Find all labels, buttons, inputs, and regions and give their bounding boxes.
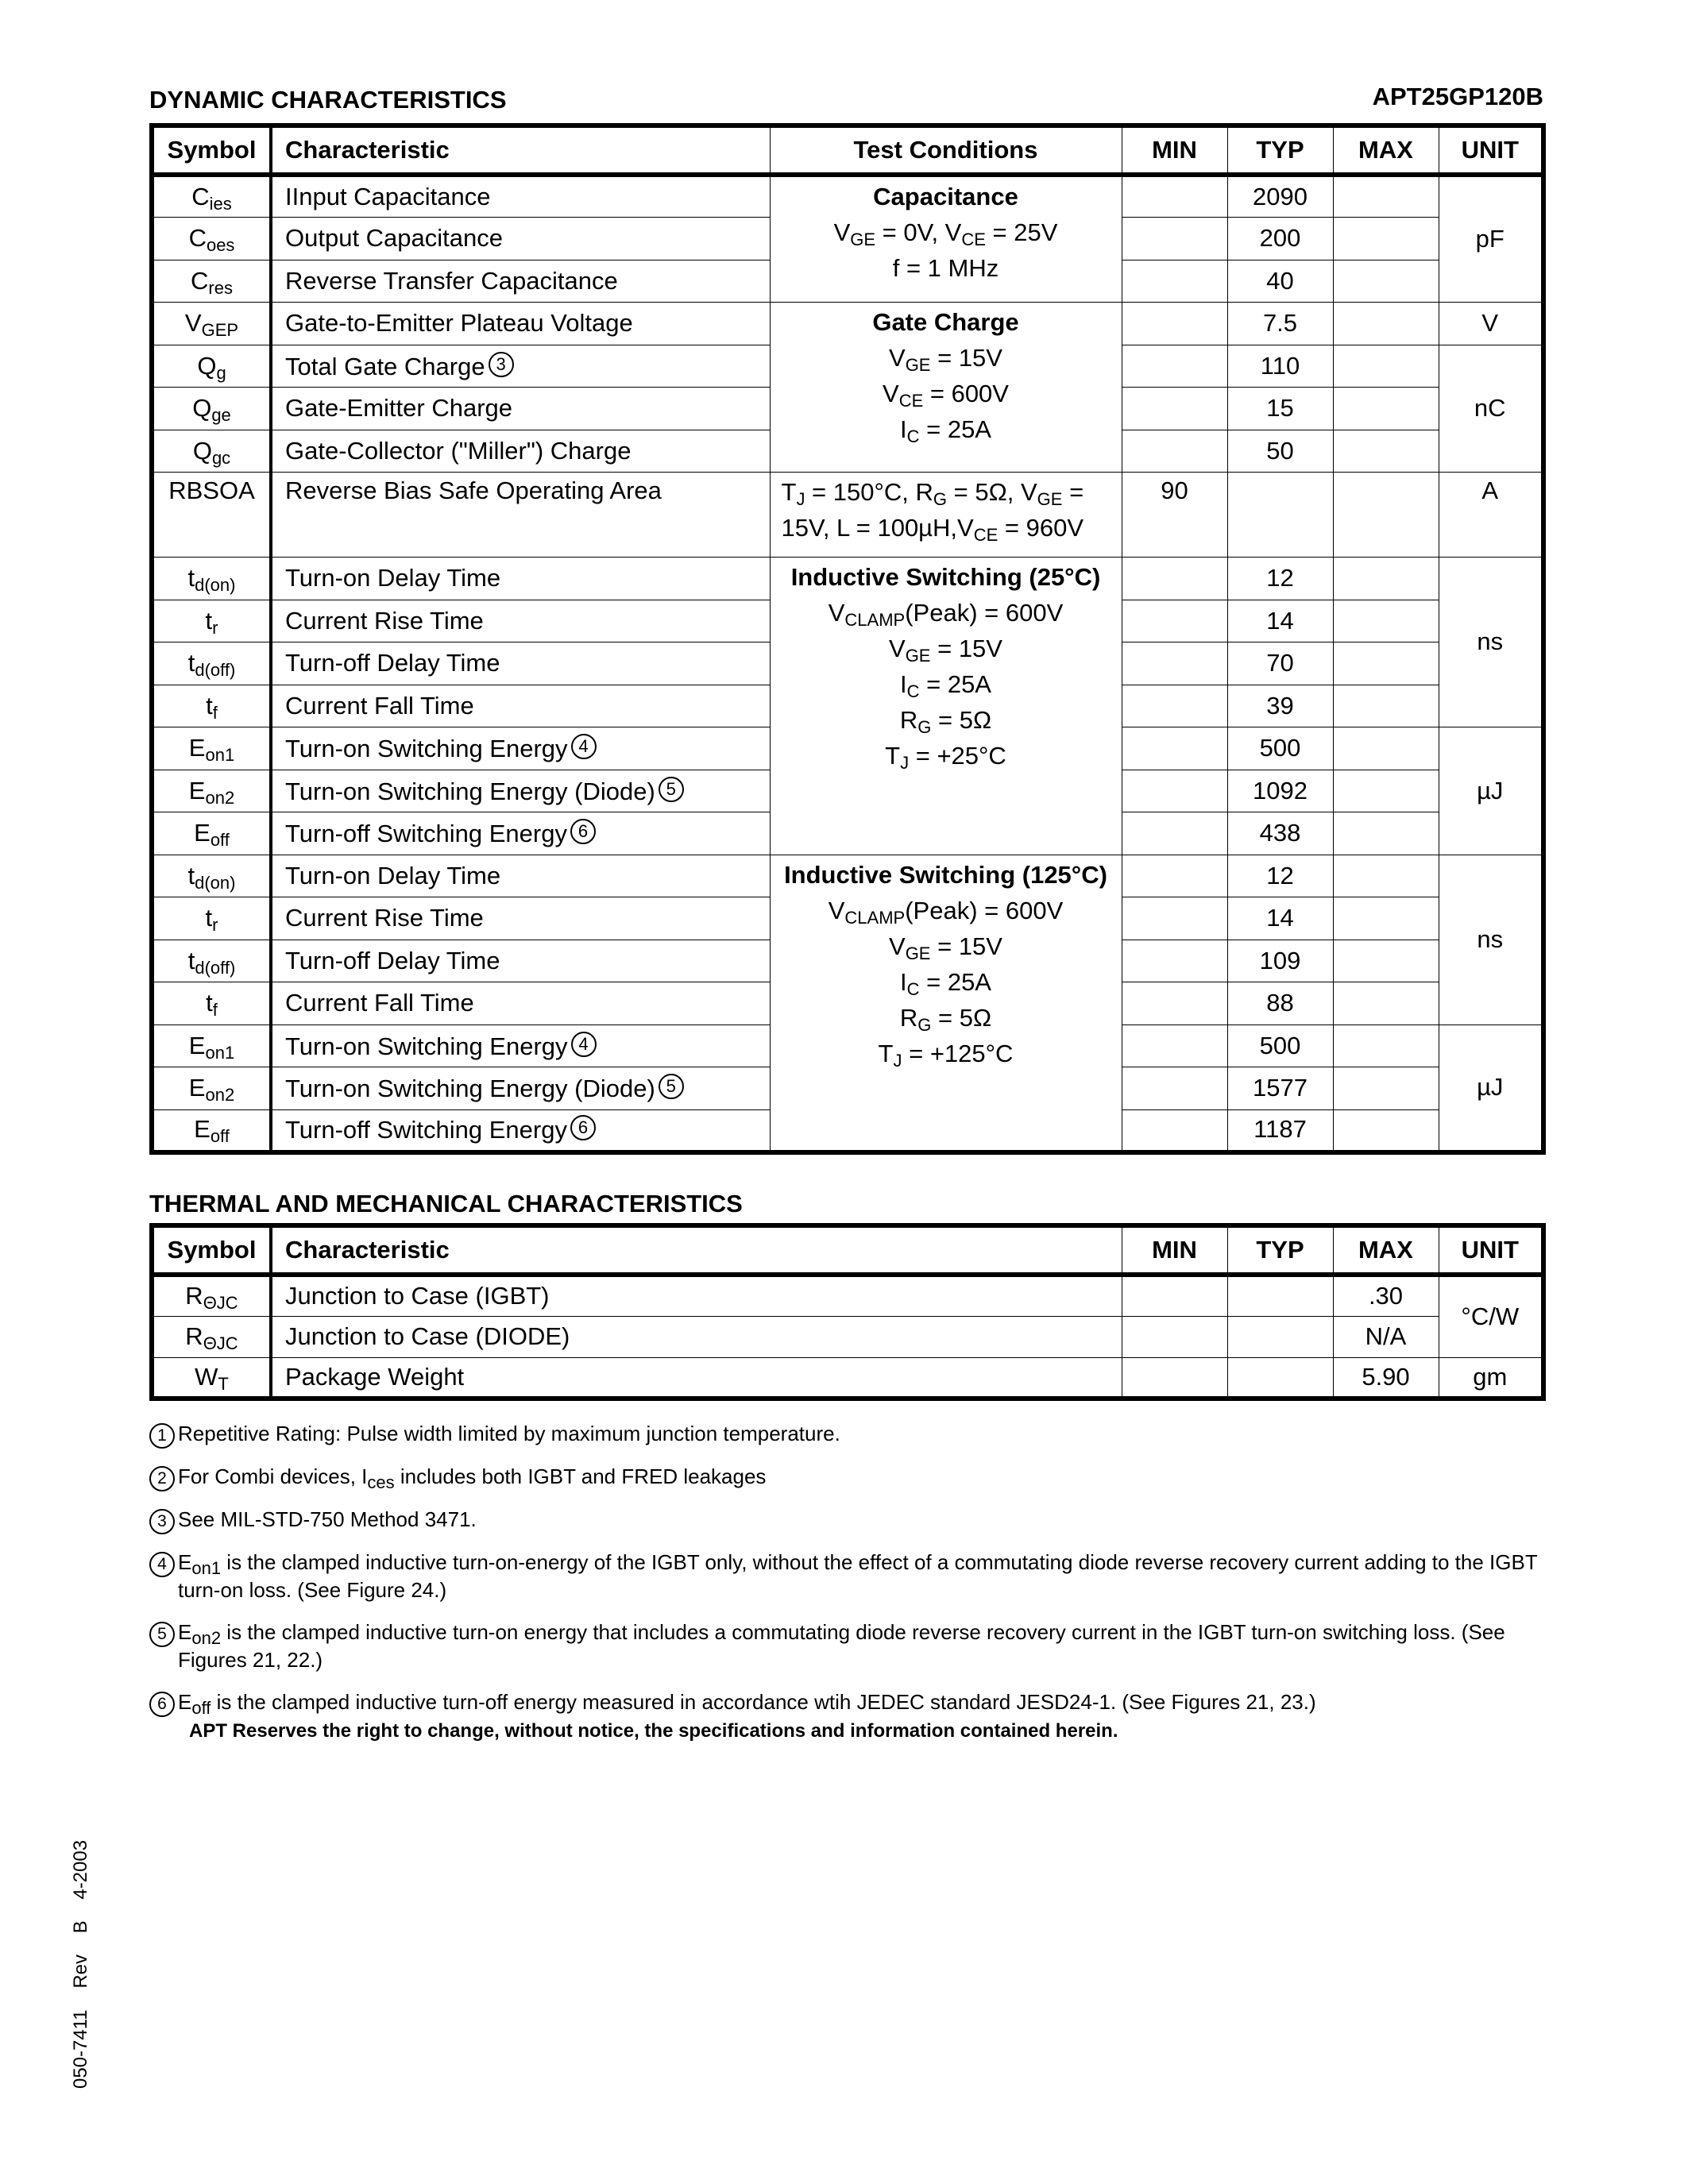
- symbol-subscript: ΘJC: [203, 1333, 238, 1353]
- min-value: [1122, 642, 1227, 685]
- condition-line: $I_C = 25A$: [899, 967, 991, 999]
- min-value: [1122, 1275, 1227, 1316]
- min-value: [1122, 812, 1227, 855]
- characteristic: Reverse Bias Safe Operating Area: [285, 477, 662, 504]
- min-value: [1122, 345, 1227, 388]
- footnote-5: [149, 1619, 1547, 1674]
- col-header-unit: UNIT: [1439, 125, 1543, 175]
- symbol-subscript: on1: [205, 745, 235, 766]
- symbol-cell: [152, 727, 271, 770]
- characteristic-cell: [271, 1357, 1122, 1399]
- characteristic: Turn-off Switching Energy: [285, 1116, 567, 1144]
- condition-line: $I_C = 25A$: [899, 670, 991, 702]
- symbol-cell: [152, 642, 271, 685]
- characteristic-cell: [271, 430, 770, 473]
- characteristic-cell: [271, 940, 770, 982]
- symbol-subscript: r: [212, 617, 218, 638]
- characteristic-cell: [271, 855, 770, 897]
- condition-line: $V_{GE} = 0V$, $V_{CE} = 25V$: [833, 218, 1058, 250]
- typ-value: [1227, 1316, 1333, 1357]
- min-value: [1122, 940, 1227, 982]
- footnote-ref: 4: [571, 734, 597, 759]
- footnote-number: 6: [149, 1692, 175, 1717]
- dynamic-section-title: DYNAMIC CHARACTERISTICS: [149, 86, 507, 114]
- typ-value: 109: [1227, 940, 1333, 982]
- symbol: C: [191, 182, 210, 210]
- symbol: t: [205, 904, 213, 932]
- condition-line: $V_{GE} = 15V$: [889, 344, 1002, 376]
- unit-cell: A: [1439, 473, 1543, 558]
- test-conditions-gate_charge: [770, 303, 1122, 473]
- condition-line: 15V, $L = 100\mu H,V_{CE} = 960V$: [781, 514, 1084, 546]
- condition-line: f = 1 MHz: [892, 254, 999, 283]
- col-header-symbol: Symbol: [152, 125, 271, 175]
- min-value: [1122, 727, 1227, 770]
- typ-value: 88: [1227, 982, 1333, 1025]
- characteristic-cell: [271, 303, 770, 345]
- symbol: Q: [192, 436, 212, 465]
- min-value: 90: [1122, 473, 1227, 558]
- characteristic-cell: [271, 175, 770, 218]
- symbol-cell: [152, 897, 271, 940]
- max-value: [1333, 303, 1439, 345]
- min-value: [1122, 770, 1227, 812]
- typ-value: 200: [1227, 218, 1333, 260]
- col-header-test-conditions: Test Conditions: [770, 125, 1122, 175]
- condition-line: $T_J = 150^\circ C$, $R_G = 5\Omega$, $V_{GE}$ =: [781, 478, 1084, 509]
- footnote-ref: 3: [489, 352, 514, 377]
- symbol-subscript: g: [216, 362, 226, 383]
- symbol-subscript: on2: [205, 1085, 235, 1106]
- table-row: [152, 473, 1543, 558]
- footnote-number: 1: [149, 1423, 175, 1449]
- max-value: N/A: [1333, 1316, 1439, 1357]
- thermal-characteristics-table: [149, 1223, 1546, 1401]
- test-conditions-sw25: [770, 558, 1122, 855]
- symbol: RBSOA: [168, 477, 255, 504]
- footnote-number: 5: [149, 1622, 175, 1647]
- max-value: [1333, 1024, 1439, 1067]
- condition-line: $V_{GE} = 15V$: [889, 635, 1002, 666]
- dynamic-table-header: [152, 125, 1543, 175]
- symbol-subscript: oes: [206, 235, 235, 256]
- characteristic-cell: [271, 1109, 770, 1152]
- symbol: E: [188, 1031, 206, 1059]
- characteristic-cell: [271, 558, 770, 600]
- max-value: [1333, 175, 1439, 218]
- symbol-cell: [152, 855, 271, 897]
- characteristic: IInput Capacitance: [285, 182, 491, 210]
- symbol: V: [184, 309, 202, 338]
- symbol-cell: [152, 982, 271, 1025]
- max-value: [1333, 940, 1439, 982]
- symbol: Q: [192, 394, 212, 423]
- symbol: E: [188, 1074, 206, 1102]
- part-number: APT25GP120B: [1372, 83, 1543, 110]
- symbol-cell: [152, 1316, 271, 1357]
- symbol: R: [185, 1322, 203, 1350]
- max-value: .30: [1333, 1275, 1439, 1316]
- symbol: W: [195, 1362, 218, 1391]
- typ-value: [1227, 1357, 1333, 1399]
- symbol-subscript: ΘJC: [203, 1293, 238, 1314]
- typ-value: 500: [1227, 727, 1333, 770]
- symbol-subscript: f: [212, 1000, 218, 1021]
- condition-line: $V_{CE} = 600V$: [883, 380, 1009, 411]
- typ-value: 2090: [1227, 175, 1333, 218]
- typ-value: 1092: [1227, 770, 1333, 812]
- footnote-ref: 6: [570, 1115, 596, 1140]
- symbol: E: [188, 776, 206, 805]
- characteristic: Junction to Case (DIODE): [285, 1322, 570, 1350]
- symbol: t: [187, 649, 195, 677]
- table-row: [152, 558, 1543, 600]
- symbol: t: [187, 861, 195, 889]
- typ-value: 40: [1227, 260, 1333, 303]
- symbol-cell: [152, 685, 271, 727]
- max-value: [1333, 727, 1439, 770]
- unit-cell: V: [1439, 303, 1543, 345]
- symbol-cell: [152, 600, 271, 642]
- typ-value: 14: [1227, 600, 1333, 642]
- characteristic-cell: [271, 642, 770, 685]
- max-value: [1333, 770, 1439, 812]
- unit-cell: nC: [1439, 345, 1543, 473]
- footnote-ref: 5: [659, 777, 684, 802]
- condition-line: $T_J = +125^\circ C$: [878, 1039, 1014, 1071]
- max-value: [1333, 642, 1439, 685]
- characteristic-cell: [271, 1316, 1122, 1357]
- characteristic-cell: [271, 770, 770, 812]
- symbol-cell: [152, 218, 271, 260]
- symbol-subscript: GEP: [201, 320, 239, 341]
- col-header-min: MIN: [1122, 1225, 1227, 1275]
- characteristic: Gate-to-Emitter Plateau Voltage: [285, 309, 633, 338]
- symbol-subscript: on2: [205, 787, 235, 808]
- typ-value: 50: [1227, 430, 1333, 473]
- footnote-1: [149, 1420, 1547, 1449]
- condition-line: $R_G = 5\Omega$: [899, 1003, 992, 1035]
- characteristic: Turn-on Switching Energy (Diode): [285, 777, 655, 805]
- symbol-subscript: d(on): [195, 575, 236, 596]
- max-value: [1333, 473, 1439, 558]
- characteristic: Turn-on Switching Energy: [285, 735, 568, 763]
- characteristic: Gate-Emitter Charge: [285, 394, 512, 423]
- min-value: [1122, 685, 1227, 727]
- symbol-cell: [152, 473, 271, 558]
- condition-line: $I_C = 25A$: [899, 415, 991, 447]
- symbol-cell: [152, 1357, 271, 1399]
- typ-value: 500: [1227, 1024, 1333, 1067]
- footnote-3: [149, 1506, 1547, 1534]
- max-value: [1333, 430, 1439, 473]
- max-value: [1333, 897, 1439, 940]
- table-row: [152, 855, 1543, 897]
- symbol: t: [206, 691, 213, 720]
- symbol-cell: [152, 345, 271, 388]
- condition-heading: Inductive Switching (25°C): [790, 563, 1101, 591]
- footnote-text: $E_{off}$ is the clamped inductive turn-off energy measured in accordance wtih JEDEC standard JESD24-1. (See Figures 21, 23.): [178, 1690, 1316, 1719]
- symbol-subscript: ies: [209, 193, 232, 214]
- condition-heading: Inductive Switching (125°C): [784, 860, 1107, 889]
- max-value: [1333, 345, 1439, 388]
- typ-value: 12: [1227, 855, 1333, 897]
- table-row: [152, 303, 1543, 345]
- min-value: [1122, 600, 1227, 642]
- min-value: [1122, 855, 1227, 897]
- characteristic-cell: [271, 388, 770, 430]
- typ-value: [1227, 473, 1333, 558]
- condition-heading: Gate Charge: [872, 308, 1019, 336]
- max-value: [1333, 558, 1439, 600]
- max-value: [1333, 218, 1439, 260]
- symbol-subscript: off: [210, 1126, 230, 1147]
- footnote-2: [149, 1463, 1547, 1491]
- footnote-text: See MIL-STD-750 Method 3471.: [178, 1507, 477, 1531]
- max-value: [1333, 600, 1439, 642]
- test-conditions-rbsoa: [770, 473, 1122, 558]
- characteristic-cell: [271, 218, 770, 260]
- col-header-typ: TYP: [1227, 1225, 1333, 1275]
- symbol-cell: [152, 388, 271, 430]
- symbol-cell: [152, 260, 271, 303]
- min-value: [1122, 897, 1227, 940]
- symbol: R: [185, 1282, 203, 1310]
- col-header-min: MIN: [1122, 125, 1227, 175]
- unit-cell: µJ: [1439, 1024, 1543, 1152]
- unit-cell: pF: [1439, 175, 1543, 303]
- condition-line: $V_{CLAMP}(Peak) = 600V$: [828, 599, 1064, 631]
- typ-value: 39: [1227, 685, 1333, 727]
- symbol: Q: [197, 351, 217, 380]
- symbol-subscript: off: [210, 830, 230, 851]
- max-value: 5.90: [1333, 1357, 1439, 1399]
- symbol-cell: [152, 940, 271, 982]
- min-value: [1122, 430, 1227, 473]
- condition-line: $T_J = +25^\circ C$: [885, 742, 1006, 774]
- symbol-subscript: d(off): [195, 660, 236, 681]
- col-header-characteristic: Characteristic: [271, 125, 770, 175]
- symbol-subscript: gc: [211, 447, 231, 468]
- characteristic-cell: [271, 600, 770, 642]
- typ-value: 7.5: [1227, 303, 1333, 345]
- characteristic: Turn-off Delay Time: [285, 946, 500, 974]
- max-value: [1333, 685, 1439, 727]
- symbol-subscript: d(on): [195, 872, 236, 893]
- document-revision-code: 050-7411 Rev B 4-2003: [70, 1839, 91, 2089]
- dynamic-characteristics-table: [149, 123, 1546, 1155]
- symbol-cell: [152, 303, 271, 345]
- symbol-cell: [152, 1275, 271, 1316]
- characteristic: Turn-on Delay Time: [285, 564, 501, 592]
- unit-cell: °C/W: [1439, 1275, 1543, 1357]
- max-value: [1333, 855, 1439, 897]
- symbol: t: [205, 606, 213, 635]
- symbol-subscript: r: [212, 915, 218, 936]
- symbol: C: [191, 266, 209, 295]
- typ-value: 14: [1227, 897, 1333, 940]
- symbol: t: [187, 564, 195, 592]
- typ-value: 70: [1227, 642, 1333, 685]
- col-header-max: MAX: [1333, 125, 1439, 175]
- characteristic: Current Rise Time: [285, 904, 484, 932]
- characteristic: Current Fall Time: [285, 691, 474, 720]
- characteristic: Reverse Transfer Capacitance: [285, 266, 618, 295]
- thermal-table-header: [152, 1225, 1543, 1275]
- symbol-cell: [152, 812, 271, 855]
- min-value: [1122, 1316, 1227, 1357]
- characteristic: Gate-Collector ("Miller") Charge: [285, 436, 632, 465]
- symbol-subscript: d(off): [195, 957, 236, 978]
- symbol-subscript: res: [208, 277, 233, 298]
- unit-cell: gm: [1439, 1357, 1543, 1399]
- symbol: t: [187, 946, 195, 974]
- symbol-cell: [152, 1024, 271, 1067]
- symbol-cell: [152, 1067, 271, 1110]
- typ-value: 1577: [1227, 1067, 1333, 1110]
- min-value: [1122, 388, 1227, 430]
- symbol-cell: [152, 1109, 271, 1152]
- typ-value: 110: [1227, 345, 1333, 388]
- footnote-text: $E_{on2}$ is the clamped inductive turn-on energy that includes a commutating diode reverse recovery current in the IGBT turn-on switching loss. (See Figures 21, 22.): [178, 1620, 1505, 1673]
- test-conditions-capacitance: [770, 175, 1122, 303]
- footnote-text: $E_{on1}$ is the clamped inductive turn-on-energy of the IGBT only, without the effect of a commutating diode reverse recovery current adding to the IGBT turn-on loss. (See Figure 24.): [178, 1550, 1538, 1603]
- dynamic-header-row: [149, 83, 1543, 121]
- symbol-subscript: T: [218, 1373, 229, 1394]
- symbol: C: [188, 224, 207, 253]
- col-header-characteristic: Characteristic: [271, 1225, 1122, 1275]
- test-conditions-sw125: [770, 855, 1122, 1152]
- typ-value: 1187: [1227, 1109, 1333, 1152]
- characteristic: Package Weight: [285, 1362, 465, 1391]
- characteristic: Current Rise Time: [285, 606, 484, 635]
- typ-value: 12: [1227, 558, 1333, 600]
- table-row: [152, 1357, 1543, 1399]
- characteristic-cell: [271, 473, 770, 558]
- max-value: [1333, 260, 1439, 303]
- characteristic-cell: [271, 1275, 1122, 1316]
- symbol-subscript: f: [212, 702, 218, 723]
- dynamic-table-body: [152, 175, 1543, 1152]
- col-header-typ: TYP: [1227, 125, 1333, 175]
- footnote-number: 4: [149, 1552, 175, 1577]
- footnote-number: 2: [149, 1466, 175, 1491]
- characteristic-cell: [271, 897, 770, 940]
- min-value: [1122, 303, 1227, 345]
- characteristic: Junction to Case (IGBT): [285, 1282, 550, 1310]
- characteristic: Total Gate Charge: [285, 352, 485, 380]
- characteristic: Turn-on Switching Energy: [285, 1032, 568, 1060]
- unit-cell: ns: [1439, 558, 1543, 727]
- max-value: [1333, 1067, 1439, 1110]
- max-value: [1333, 1109, 1439, 1152]
- footnote-ref: 4: [571, 1032, 597, 1057]
- footnotes: [149, 1420, 1547, 1742]
- characteristic-cell: [271, 260, 770, 303]
- characteristic-cell: [271, 812, 770, 855]
- characteristic: Turn-on Switching Energy (Diode): [285, 1075, 655, 1103]
- characteristic: Output Capacitance: [285, 224, 504, 253]
- thermal-section-title: THERMAL AND MECHANICAL CHARACTERISTICS: [149, 1190, 743, 1217]
- characteristic-cell: [271, 685, 770, 727]
- characteristic: Turn-off Switching Energy: [285, 820, 567, 848]
- characteristic-cell: [271, 1024, 770, 1067]
- symbol-cell: [152, 430, 271, 473]
- footnote-number: 3: [149, 1509, 175, 1534]
- min-value: [1122, 260, 1227, 303]
- symbol-cell: [152, 175, 271, 218]
- footnote-ref: 6: [570, 819, 596, 844]
- characteristic: Turn-off Delay Time: [285, 649, 500, 677]
- characteristic-cell: [271, 345, 770, 388]
- symbol-subscript: ge: [211, 405, 231, 426]
- min-value: [1122, 175, 1227, 218]
- footnote-text: For Combi devices, $I_{ces}$ includes both IGBT and FRED leakages: [178, 1464, 767, 1492]
- footnote-4: [149, 1549, 1547, 1604]
- col-header-unit: UNIT: [1439, 1225, 1543, 1275]
- disclaimer: APT Reserves the right to change, without notice, the specifications and information contained herein.: [189, 1720, 1118, 1742]
- footnote-6: [149, 1688, 1547, 1717]
- symbol-cell: [152, 770, 271, 812]
- max-value: [1333, 812, 1439, 855]
- characteristic-cell: [271, 982, 770, 1025]
- min-value: [1122, 982, 1227, 1025]
- condition-heading: Capacitance: [873, 183, 1018, 210]
- symbol-subscript: on1: [205, 1042, 235, 1063]
- min-value: [1122, 1109, 1227, 1152]
- typ-value: 438: [1227, 812, 1333, 855]
- characteristic: Current Fall Time: [285, 989, 474, 1017]
- condition-line: $R_G = 5\Omega$: [899, 706, 992, 738]
- symbol: E: [194, 819, 211, 847]
- characteristic-cell: [271, 1067, 770, 1110]
- characteristic-cell: [271, 727, 770, 770]
- min-value: [1122, 1024, 1227, 1067]
- condition-line: $V_{GE} = 15V$: [889, 932, 1002, 963]
- min-value: [1122, 1067, 1227, 1110]
- symbol: E: [194, 1115, 211, 1144]
- characteristic: Turn-on Delay Time: [285, 861, 501, 889]
- condition-line: $V_{CLAMP}(Peak) = 600V$: [828, 896, 1064, 928]
- min-value: [1122, 558, 1227, 600]
- footnote-ref: 5: [659, 1074, 684, 1099]
- col-header-symbol: Symbol: [152, 1225, 271, 1275]
- symbol-cell: [152, 558, 271, 600]
- symbol: E: [188, 734, 206, 762]
- max-value: [1333, 982, 1439, 1025]
- symbol: t: [206, 989, 213, 1017]
- unit-cell: ns: [1439, 855, 1543, 1024]
- col-header-max: MAX: [1333, 1225, 1439, 1275]
- min-value: [1122, 1357, 1227, 1399]
- unit-cell: µJ: [1439, 727, 1543, 855]
- typ-value: 15: [1227, 388, 1333, 430]
- table-row: [152, 1316, 1543, 1357]
- typ-value: [1227, 1275, 1333, 1316]
- footnote-text: Repetitive Rating: Pulse width limited by maximum junction temperature.: [178, 1422, 840, 1445]
- max-value: [1333, 388, 1439, 430]
- min-value: [1122, 218, 1227, 260]
- table-row: [152, 175, 1543, 218]
- thermal-table-body: [152, 1275, 1543, 1399]
- table-row: [152, 1275, 1543, 1316]
